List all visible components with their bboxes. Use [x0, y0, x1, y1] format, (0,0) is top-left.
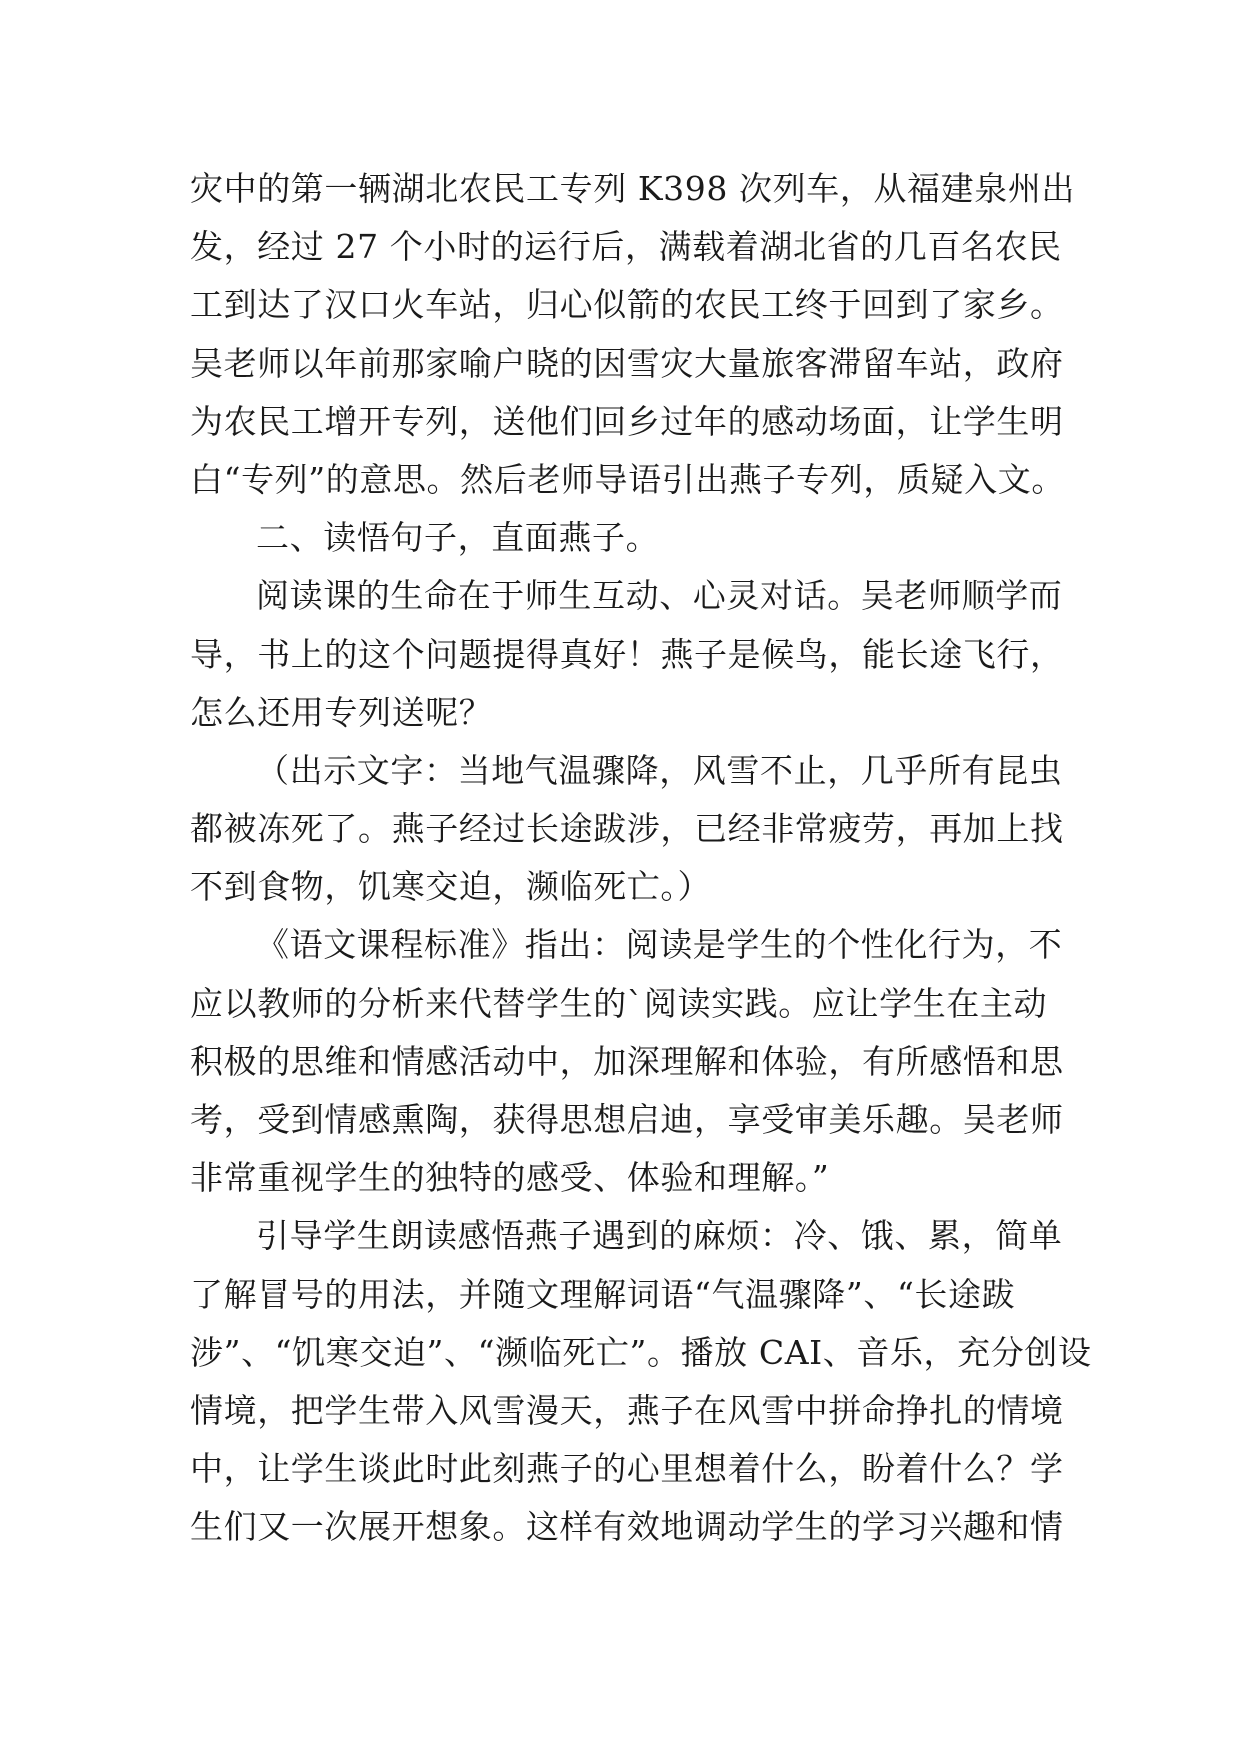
- text-line: （出示文字：当地气温骤降，风雪不止，几乎所有昆虫: [256, 750, 1063, 790]
- text-line: 积极的思维和情感活动中，加深理解和体验，有所感悟和思: [190, 1041, 1064, 1081]
- text-line: 不到食物，饥寒交迫，濒临死亡。）: [190, 867, 712, 907]
- text-line: 了解冒号的用法，并随文理解词语“气温骤降”、“长途跋: [190, 1274, 1016, 1314]
- text-line: 非常重视学生的独特的感受、体验和理解。”: [190, 1158, 830, 1198]
- text-line: 发，经过 27 个小时的运行后，满载着湖北省的几百名农民: [190, 227, 1062, 267]
- text-line: 引导学生朗读感悟燕子遇到的麻烦：冷、饿、累，简单: [256, 1216, 1063, 1256]
- body-text: [190, 160, 1092, 1557]
- text-line: 应以教师的分析来代替学生的`阅读实践。应让学生在主动: [190, 983, 1048, 1023]
- section-heading: 二、读悟句子，直面燕子。: [256, 518, 660, 558]
- text-line: 生们又一次展开想象。这样有效地调动学生的学习兴趣和情: [190, 1507, 1064, 1547]
- text-line: 工到达了汉口火车站，归心似箭的农民工终于回到了家乡。: [190, 285, 1064, 325]
- text-line: 白“专列”的意思。然后老师导语引出燕子专列，质疑入文。: [190, 459, 1065, 499]
- text-line: 阅读课的生命在于师生互动、心灵对话。吴老师顺学而: [256, 576, 1063, 616]
- text-line: 吴老师以年前那家喻户晓的因雪灾大量旅客滞留车站，政府: [190, 343, 1064, 383]
- text-line: 灾中的第一辆湖北农民工专列 K398 次列车，从福建泉州出: [190, 169, 1076, 208]
- text-line: 情境，把学生带入风雪漫天，燕子在风雪中拼命挣扎的情境: [190, 1390, 1064, 1430]
- text-line: 导，书上的这个问题提得真好！燕子是候鸟，能长途飞行，: [190, 634, 1064, 674]
- text-line: 为农民工增开专列，送他们回乡过年的感动场面，让学生明: [190, 401, 1064, 441]
- text-line: 都被冻死了。燕子经过长途跋涉，已经非常疲劳，再加上找: [190, 809, 1064, 849]
- text-line: 涉”、“饥寒交迫”、“濒临死亡”。播放 CAI、音乐，充分创设: [190, 1332, 1092, 1372]
- text-line: 怎么还用专列送呢？: [190, 692, 493, 732]
- text-line: 中，让学生谈此时此刻燕子的心里想着什么，盼着什么？学: [190, 1449, 1064, 1489]
- text-line: 考，受到情感熏陶，获得思想启迪，享受审美乐趣。吴老师: [190, 1100, 1064, 1139]
- text-line: 《语文课程标准》指出：阅读是学生的个性化行为，不: [256, 925, 1063, 965]
